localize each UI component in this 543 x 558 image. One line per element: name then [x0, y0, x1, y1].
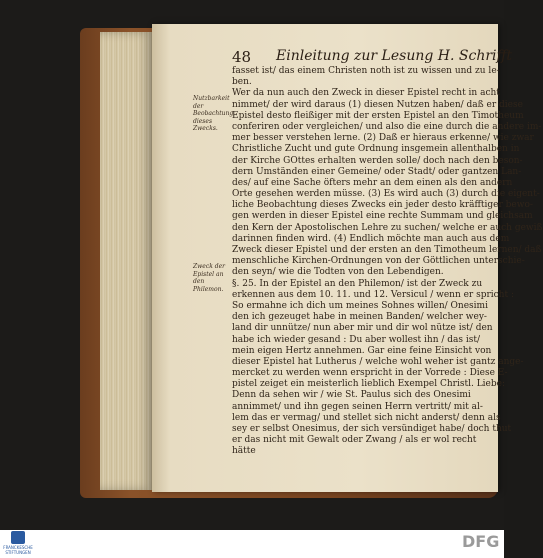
page-edges: [100, 32, 152, 490]
text-line: pistel zeiget ein meisterlich lieblich Exempel Christl. Liebe:: [232, 379, 506, 390]
text-line: liche Beobachtung dieses Zwecks ein jeder desto kräfftiger bewo-: [232, 200, 533, 211]
text-line: ben.: [232, 77, 252, 88]
text-line: dern Umständen einer Gemeine/ oder Stadt/ oder gantzen Lan-: [232, 166, 522, 177]
text-line: er das nicht mit Gewalt oder Zwang / als er wol recht: [232, 435, 477, 446]
text-line: Denn da sehen wir / wie St. Paulus sich des Onesimi: [232, 390, 471, 401]
text-line: annimmet/ und ihn gegen seinen Herrn vertritt/ mit al-: [232, 401, 483, 412]
text-line: gen werden in dieser Epistel eine rechte Summam und gleichsam: [232, 211, 533, 222]
text-line: darinnen finden wird. (4) Endlich möchte man auch aus dem: [232, 233, 510, 244]
dfg-logo: DFG: [462, 532, 500, 551]
running-title: Einleitung zur Lesung H. Schrifft: [276, 48, 513, 64]
text-line: Christliche Zucht und gute Ordnung insgemein allenthalben in: [232, 144, 520, 155]
text-line: mer besser verstehen lerne. (2) Daß er hieraus erkenne/ wie zwar: [232, 133, 534, 144]
text-line: lem das er vermag/ und stellet sich nicht anderst/ denn als: [232, 412, 501, 423]
logo-icon: [11, 531, 25, 544]
text-line: mercket zu werden wenn erspricht in der Vorrede : Diese E-: [232, 368, 508, 379]
text-line: der Kirche GOttes erhalten werden solle/ doch nach den beson-: [232, 155, 523, 166]
institution-logo: [3, 531, 33, 557]
text-line: Zweck dieser Epistel und der ersten an den Timotheum lernen/ daß: [232, 245, 542, 255]
text-line: dieser Epistel hat Lutherus / welche wohl weher ist gantz ange-: [232, 356, 524, 367]
text-line: nimmet/ der wird daraus (1) diesen Nutzen haben/ daß er diese: [232, 99, 523, 110]
text-line: erkennen aus dem 10. 11. und 12. Versicul / wenn er spricht :: [232, 289, 514, 300]
text-line: hätte: [232, 446, 256, 457]
text-line: land dir unnütze/ nun aber mir und dir wol nütze ist/ den: [232, 323, 493, 334]
marginal-note-benefit: Nutzbarkeit der Beobachtung dieses Zwecks.: [193, 95, 234, 132]
text-line: des/ auf eine Sache öfters mehr an dem einen als den andern: [232, 177, 513, 188]
text-line: conferiren oder vergleichen/ und also die eine durch die andere im-: [232, 121, 542, 132]
text-line: Epistel desto fleißiger mit der ersten Epistel an den Timotheum: [232, 110, 524, 121]
text-line: habe ich wieder gesand : Du aber wollest ihn / das ist/: [232, 334, 480, 345]
logo-label: FRANCKESCHE STIFTUNGEN: [3, 545, 33, 555]
text-line: So ermahne ich dich um meines Sohnes willen/ Onesimi: [232, 300, 488, 311]
text-line: den seyn/ wie die Todten von den Lebendigen.: [232, 267, 444, 278]
text-line: menschliche Kirchen-Ordnungen von der Göttlichen unterschie-: [232, 256, 525, 267]
text-line: den ich gezeuget habe in meinen Banden/ welcher wey-: [232, 312, 487, 323]
page-number: 48: [232, 48, 252, 66]
footer-bar: [0, 530, 504, 558]
text-line: §. 25. In der Epistel an den Philemon/ ist der Zweck zu: [232, 278, 483, 289]
text-line: fasset ist/ das einem Christen noth ist zu wissen und zu le-: [232, 66, 500, 76]
marginal-note-philemon: Zweck der Epistel an den Philemon.: [193, 263, 226, 293]
text-line: den Kern der Apostolischen Lehre zu suchen/ welche er auch gewiß: [232, 222, 543, 233]
text-line: sey er selbst Onesimus, der sich versündiget habe/ doch thut: [232, 424, 512, 434]
body-text: [232, 66, 543, 458]
text-line: mein eigen Hertz annehmen. Gar eine feine Einsicht von: [232, 345, 492, 356]
text-line: Orte gesehen werden müsse. (3) Es wird auch (3) durch die eigent-: [232, 189, 540, 200]
text-line: Wer da nun auch den Zweck in dieser Epistel recht in acht: [232, 88, 500, 99]
